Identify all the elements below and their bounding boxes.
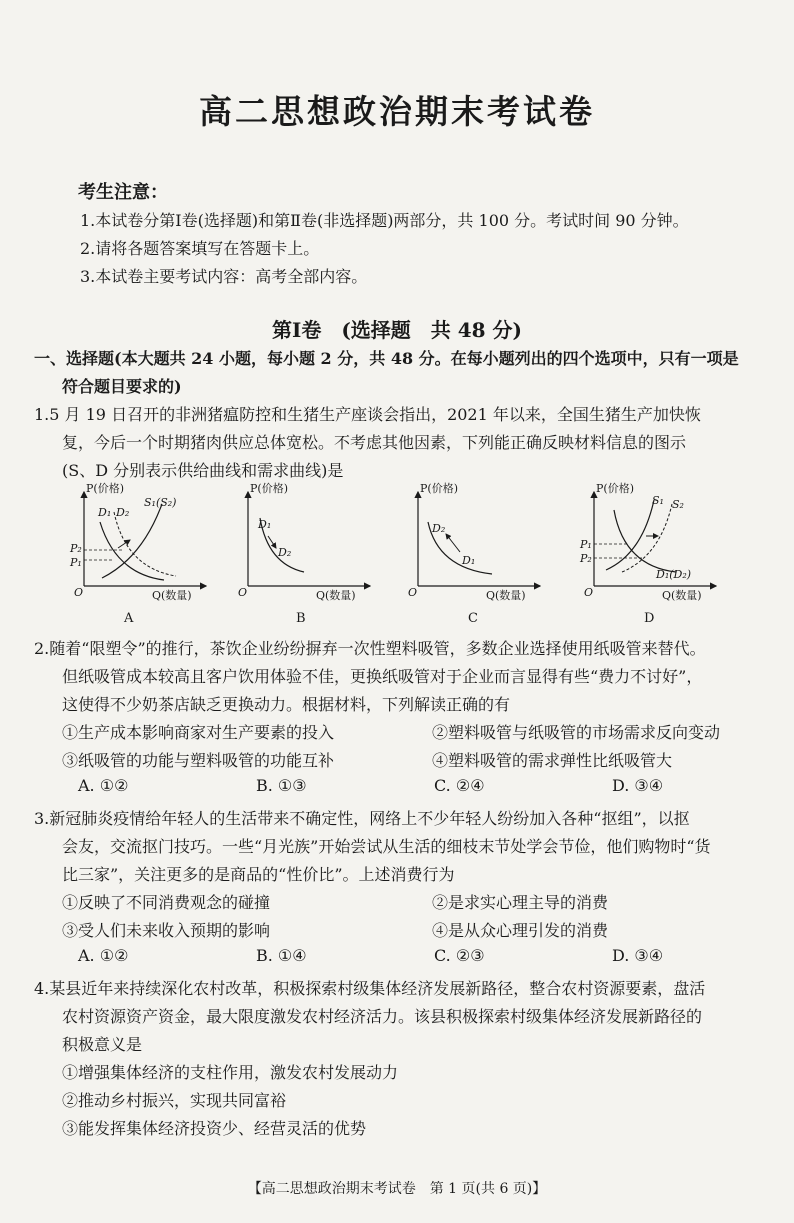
graph-c-d1: D₁: [462, 554, 476, 567]
q3-option-a[interactable]: A. ①②: [78, 946, 129, 965]
graph-d: [576, 482, 726, 627]
q2-line-1: 2.随着“限塑令”的推行，茶饮企业纷纷摒弃一次性塑料吸管，多数企业选择使用纸吸管来替代。: [34, 639, 706, 658]
graph-b-y-label: P(价格): [250, 482, 288, 495]
graph-c: [400, 482, 550, 627]
notice-item-1: 1.本试卷分第Ⅰ卷(选择题)和第Ⅱ卷(非选择题)两部分，共 100 分。考试时间 90 分钟。: [80, 211, 689, 230]
section-title: 第Ⅰ卷 (选择题 共 48 分): [271, 318, 523, 342]
graph-a-p1: P₁: [70, 556, 82, 569]
q4-statement-3: ③能发挥集体经济投资少、经营灵活的优势: [62, 1119, 367, 1138]
graph-a-p2: P₂: [70, 542, 82, 555]
graph-c-y-label: P(价格): [420, 482, 458, 495]
q1-line-3: (S、D 分别表示供给曲线和需求曲线)是: [62, 461, 344, 480]
graph-c-origin: O: [408, 586, 418, 599]
graph-d-origin: O: [584, 586, 594, 599]
page-footer: 【高二思想政治期末考试卷 第 1 页(共 6 页)】: [247, 1181, 547, 1197]
graph-a-x-label: Q(数量): [152, 589, 192, 602]
graph-b: [230, 482, 380, 627]
q4-line-2: 农村资源资产资金，最大限度激发农村经济活力。该县积极探索村级集体经济发展新路径的: [62, 1007, 703, 1026]
graph-d-s1: S₁: [652, 494, 664, 507]
notice-item-3: 3.本试卷主要考试内容：高考全部内容。: [80, 267, 368, 286]
q2-line-3: 这使得不少奶茶店缺乏更换动力。根据材料，下列解读正确的有: [62, 695, 511, 714]
graph-a-letter: A: [124, 611, 134, 626]
q1-line-1: 1.5 月 19 日召开的非洲猪瘟防控和生猪生产座谈会指出，2021 年以来，全国生猪生产加快恢: [34, 405, 701, 424]
q4-line-1: 4.某县近年来持续深化农村改革，积极探索村级集体经济发展新路径，整合农村资源要素，盘活: [34, 979, 706, 998]
graph-d-d: D₁(D₂): [656, 568, 692, 581]
graph-d-letter: D: [644, 611, 655, 626]
graph-d-s2: S₂: [672, 498, 684, 511]
q2-option-b[interactable]: B. ①③: [256, 776, 307, 795]
section-instruction-1: 一、选择题(本大题共 24 小题，每小题 2 分，共 48 分。在每小题列出的四个选项中，只有一项是: [34, 349, 739, 368]
q3-line-2: 会友，交流抠门技巧。一些“月光族”开始尝试从生活的细枝末节处学会节俭，他们购物时“货: [62, 837, 711, 856]
q3-statement-1: ①反映了不同消费观念的碰撞: [62, 893, 271, 912]
section-instruction-2: 符合题目要求的): [62, 377, 182, 396]
graph-b-d2: D₂: [278, 546, 292, 559]
q2-option-c[interactable]: C. ②④: [434, 776, 485, 795]
q3-line-1: 3.新冠肺炎疫情给年轻人的生活带来不确定性，网络上不少年轻人纷纷加入各种“抠组”，以抠: [34, 809, 690, 828]
q2-option-a[interactable]: A. ①②: [78, 776, 129, 795]
q3-option-d[interactable]: D. ③④: [612, 946, 664, 965]
q2-option-d[interactable]: D. ③④: [612, 776, 664, 795]
q3-option-b[interactable]: B. ①④: [256, 946, 307, 965]
graph-a-origin: O: [74, 586, 84, 599]
q3-statement-2: ②是求实心理主导的消费: [432, 893, 609, 912]
graph-a-d1: D₁: [98, 506, 112, 519]
q3-option-c[interactable]: C. ②③: [434, 946, 485, 965]
graph-d-y-label: P(价格): [596, 482, 634, 495]
q2-statement-1: ①生产成本影响商家对生产要素的投入: [62, 723, 335, 742]
notice-item-2: 2.请将各题答案填写在答题卡上。: [80, 239, 320, 258]
graph-c-d2: D₂: [432, 522, 446, 535]
graph-b-origin: O: [238, 586, 248, 599]
q2-statement-4: ④塑料吸管的需求弹性比纸吸管大: [432, 751, 673, 770]
q2-line-2: 但纸吸管成本较高且客户饮用体验不佳，更换纸吸管对于企业而言显得有些“费力不讨好”，: [62, 667, 703, 686]
notice-heading: 考生注意：: [78, 182, 168, 203]
graph-a-y-label: P(价格): [86, 482, 124, 495]
graph-b-x-label: Q(数量): [316, 589, 356, 602]
q4-statement-1: ①增强集体经济的支柱作用，激发农村发展动力: [62, 1063, 399, 1082]
graph-c-x-label: Q(数量): [486, 589, 526, 602]
q1-line-2: 复，今后一个时期猪肉供应总体宽松。不考虑其他因素，下列能正确反映材料信息的图示: [62, 433, 687, 452]
q2-statement-3: ③纸吸管的功能与塑料吸管的功能互补: [62, 751, 335, 770]
graph-a-d2: D₂: [116, 506, 130, 519]
graph-b-d1: D₁: [258, 518, 272, 531]
exam-title: 高二思想政治期末考试卷: [199, 92, 595, 131]
q2-statement-2: ②塑料吸管与纸吸管的市场需求反向变动: [432, 723, 721, 742]
q3-statement-3: ③受人们未来收入预期的影响: [62, 921, 271, 940]
q4-statement-2: ②推动乡村振兴，实现共同富裕: [62, 1091, 287, 1110]
graph-d-p1: P₁: [580, 538, 592, 551]
graph-d-x-label: Q(数量): [662, 589, 702, 602]
graph-d-p2: P₂: [580, 552, 592, 565]
graph-c-letter: C: [468, 611, 478, 626]
q3-statement-4: ④是从众心理引发的消费: [432, 921, 609, 940]
q4-line-3: 积极意义是: [62, 1035, 143, 1054]
graph-b-letter: B: [296, 611, 306, 626]
graph-a: [66, 482, 216, 627]
graph-a-s: S₁(S₂): [144, 496, 177, 509]
q3-line-3: 比三家”，关注更多的是商品的“性价比”。上述消费行为: [62, 865, 455, 884]
